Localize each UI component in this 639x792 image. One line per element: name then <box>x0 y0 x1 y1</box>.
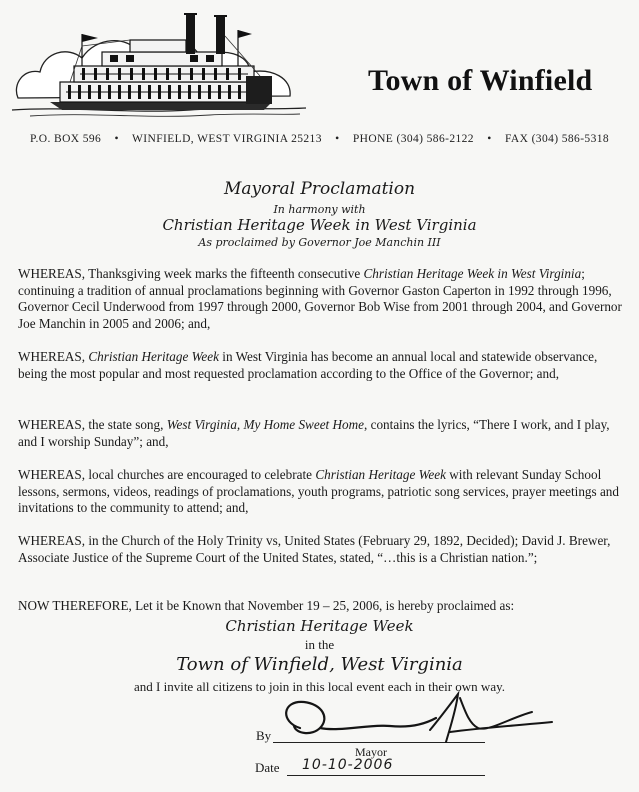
address-line <box>0 133 639 145</box>
heading-in-harmony: In harmony with <box>273 203 366 216</box>
paragraph-text: WHEREAS, the state song, <box>18 417 167 432</box>
date-line <box>287 775 485 776</box>
city-state-zip: WINFIELD, WEST VIRGINIA 25213 <box>132 133 322 145</box>
now-therefore-text: , Let it be Known that November 19 – 25, 2006, is hereby proclaimed as: <box>128 598 515 613</box>
paragraph-text: ; continuing a tradition of annual proclamations beginning with Governor Gaston Caperton in 1992 through 1996, Governor Cecil Underwood from 1997 through 2000, Governor Bob Wise from 2001 through 2004, and Governor Joe Manchin in 2005 and 2006; and, <box>18 266 622 331</box>
whereas-paragraph-5 <box>18 533 626 566</box>
whereas-paragraph-4 <box>18 467 626 517</box>
paragraph-text: WHEREAS, <box>18 349 89 364</box>
town-title: Town of Winfield <box>368 64 593 97</box>
proclaimed-week: Christian Heritage Week <box>225 617 414 635</box>
phone-number: PHONE (304) 586-2122 <box>352 133 474 145</box>
paragraph-text: WHEREAS, local churches are encouraged to celebrate <box>18 467 316 482</box>
whereas-paragraph-3 <box>18 417 626 450</box>
paragraph-text: with relevant Sunday School lessons, sermons, videos, readings of proclamations, youth programs, patriotic song services, prayer meetings and invitations to the community to attend; and, <box>18 467 619 515</box>
paragraph-text: WHEREAS, Thanksgiving week marks the fifteenth consecutive <box>18 266 364 281</box>
paragraph-emphasis: Christian Heritage Week in West Virginia <box>363 266 582 281</box>
paragraph-emphasis: Christian Heritage Week <box>88 349 219 364</box>
heading-proclaimed-by: As proclaimed by Governor Joe Manchin III <box>198 236 441 249</box>
paragraph-text: WHEREAS, in the Church of the Holy Trinity vs, United States (February 29, 1892, Decided); David J. Brewer, Associate Justice of the Supreme Court of the United States, stated, “…this is a Christian nation.”; <box>18 533 611 565</box>
proclaimed-town: Town of Winfield, West Virginia <box>176 654 463 675</box>
paragraph-emphasis: Christian Heritage Week <box>315 467 446 482</box>
mayor-signature <box>260 688 560 758</box>
by-label: By <box>256 728 272 743</box>
paragraph-text: in West Virginia has become an annual local and statewide observance, being the most popular and most requested proclamation according to the Office of the Governor; and, <box>18 349 598 381</box>
separator-dot: • <box>114 133 119 145</box>
steamboat-icon <box>10 6 310 124</box>
fax-number: FAX (304) 586-5318 <box>504 133 610 145</box>
heading-event-name: Christian Heritage Week in West Virginia <box>162 216 477 234</box>
whereas-paragraph-2 <box>18 349 626 382</box>
date-value: 10-10-2006 <box>302 757 394 773</box>
paragraph-emphasis: West Virginia, My Home Sweet Home <box>166 417 365 432</box>
whereas-paragraph-1 <box>18 266 626 332</box>
mayor-label: Mayor <box>355 745 387 759</box>
proclamation-title: Mayoral Proclamation <box>223 179 416 199</box>
date-label: Date <box>255 760 280 775</box>
invitation-text: and I invite all citizens to join in this local event each in their own way. <box>134 679 505 694</box>
separator-dot: • <box>487 133 492 145</box>
in-the-text: in the <box>304 637 335 652</box>
po-box: P.O. BOX 596 <box>29 133 102 145</box>
separator-dot: • <box>335 133 340 145</box>
now-therefore-statement <box>18 598 626 614</box>
now-therefore-prefix: NOW THEREFORE <box>18 598 129 613</box>
paragraph-text: , contains the lyrics, “There I work, and I play, and I worship Sunday”; and, <box>18 417 610 449</box>
